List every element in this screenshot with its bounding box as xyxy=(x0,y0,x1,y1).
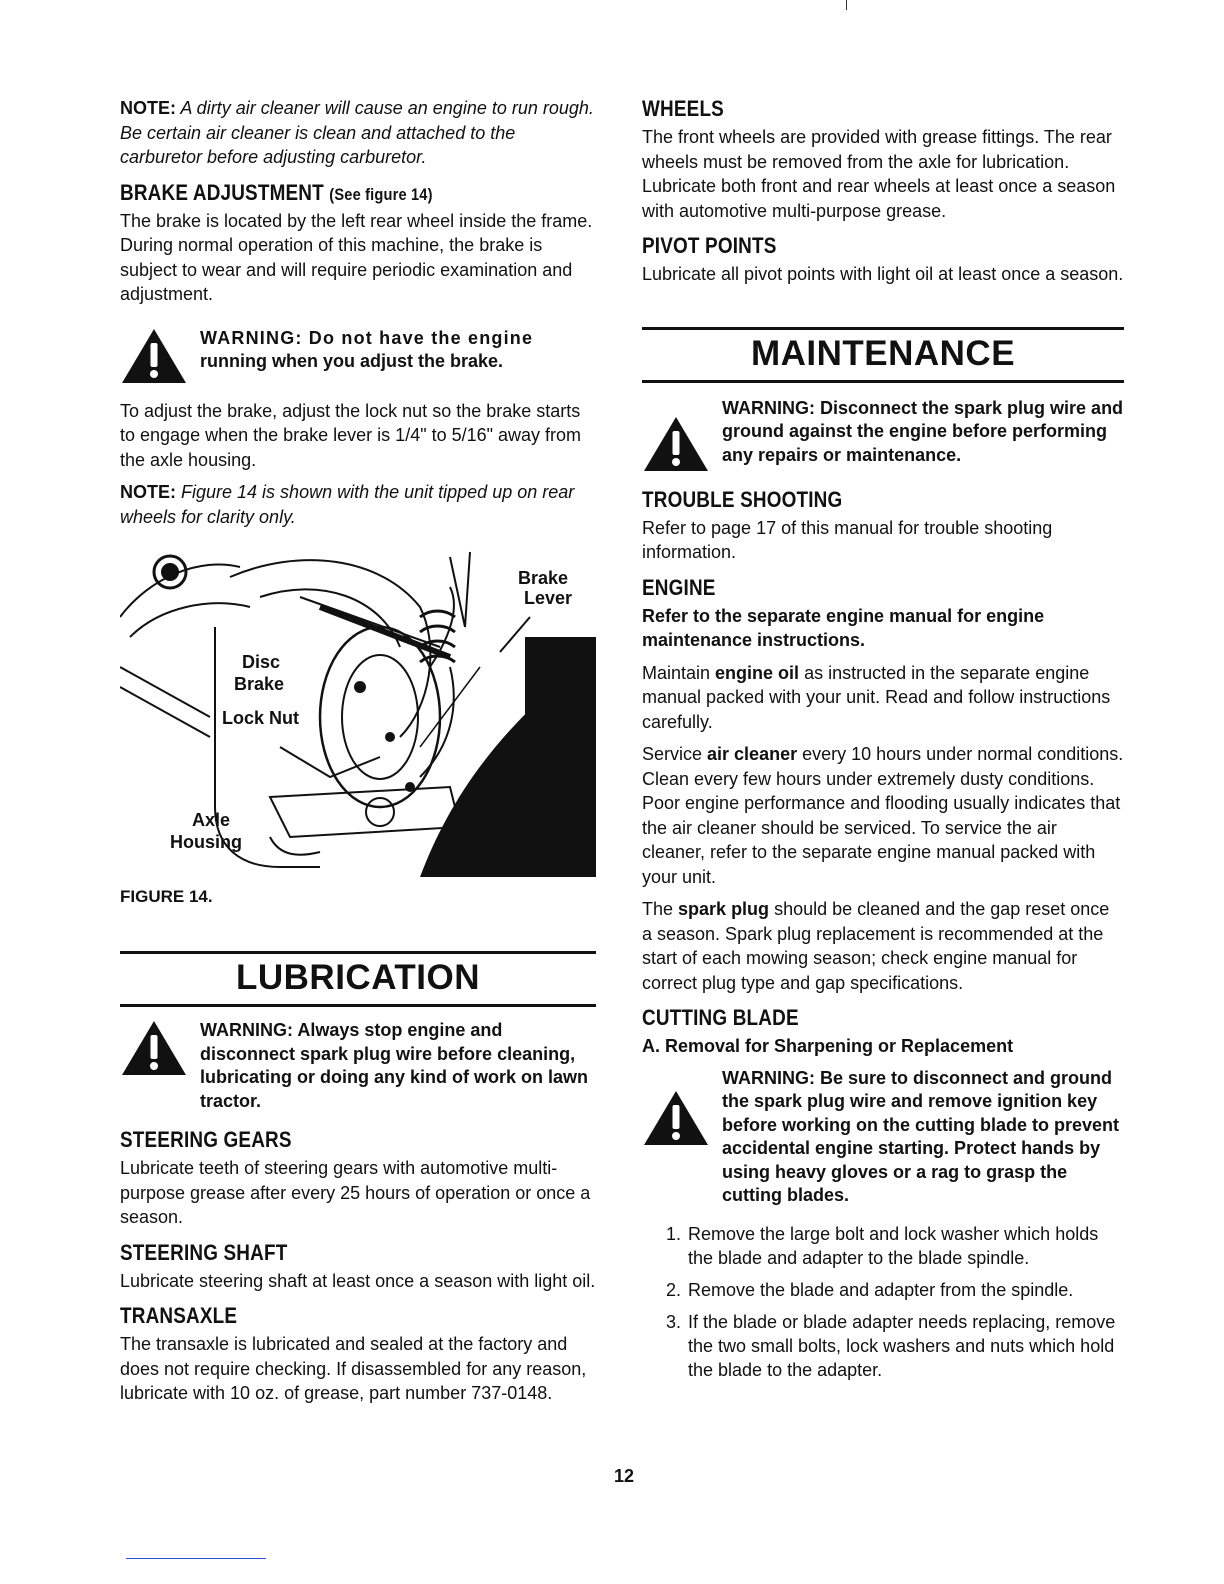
top-edge-mark xyxy=(846,0,847,10)
label-lever: Lever xyxy=(524,588,573,608)
warning-triangle-icon xyxy=(120,327,188,385)
list-item: 2. Remove the blade and adapter from the spindle. xyxy=(686,1278,1124,1302)
engine-bold-text: Refer to the separate engine manual for engine maintenance instructions. xyxy=(642,605,1045,650)
warning-brake-text: WARNING: Do not have the engine running when you adjust the brake. xyxy=(200,327,534,371)
label-lock-nut: Lock Nut xyxy=(222,708,300,728)
maintenance-title: MAINTENANCE xyxy=(750,333,1016,373)
note-air-cleaner xyxy=(120,96,596,170)
spark-plug-text: The spark plug should be cleaned and the gap reset once a season. Spark plug replacement is recommended at the start of each mowing season; check engine manual for correct plug type and gap specifications. xyxy=(642,899,1110,993)
label-axle: Axle xyxy=(192,810,231,830)
trouble-shooting-heading: TROUBLE SHOOTING xyxy=(642,486,843,512)
pivot-points-heading: PIVOT POINTS xyxy=(642,233,777,258)
label-housing: Housing xyxy=(170,832,242,852)
figure-14-illustration xyxy=(120,547,596,877)
engine-heading: ENGINE xyxy=(642,574,716,600)
warning-cutting-blade xyxy=(642,1067,1124,1208)
note-text: A dirty air cleaner will cause an engine to run rough. Be certain air cleaner is clean and attached to the carburetor before adjusting carburetor. xyxy=(120,98,594,167)
cutting-blade-heading: CUTTING BLADE xyxy=(642,1005,799,1030)
steering-gears-text: Lubricate teeth of steering gears with automotive multi-purpose grease after every 25 hours of operation or once a season. xyxy=(120,1158,591,1227)
wheels-heading: WHEELS xyxy=(642,96,724,121)
list-item: 3. If the blade or blade adapter needs replacing, remove the two small bolts, lock washers and nuts which hold the blade to the adapter. xyxy=(686,1310,1124,1382)
right-column xyxy=(642,96,1124,1390)
warning-lubrication-text: WARNING: Always stop engine and disconnect spark plug wire before cleaning, lubricating or doing any kind of work on lawn tractor. xyxy=(200,1020,589,1111)
warning-triangle-icon xyxy=(642,415,710,473)
list-item: 1. Remove the large bolt and lock washer which holds the blade and adapter to the blade spindle. xyxy=(686,1222,1124,1270)
steering-shaft-heading: STEERING SHAFT xyxy=(120,1239,288,1265)
engine-oil-text: Maintain engine oil as instructed in the separate engine manual packed with your unit. Read and follow instructions carefully. xyxy=(642,662,1111,732)
bottom-rule xyxy=(126,1558,266,1559)
brake-adjustment-heading: BRAKE ADJUSTMENT (See figure 14) xyxy=(120,179,433,205)
steering-shaft-text: Lubricate steering shaft at least once a season with light oil. xyxy=(120,1270,596,1291)
left-column xyxy=(120,96,596,1406)
note-figure xyxy=(120,480,596,529)
label-brake: Brake xyxy=(518,568,569,588)
air-cleaner-text: Service air cleaner every 10 hours under normal conditions. Clean every few hours under extremely dusty conditions. Poor engine performance and flooding usually indicates that the air cleaner should be serviced. To service the air cleaner, refer to the separate engine manual packed with your unit. xyxy=(642,744,1124,887)
divider xyxy=(642,380,1124,383)
warning-lubrication xyxy=(120,1019,596,1113)
warning-brake xyxy=(120,327,596,385)
warning-triangle-icon xyxy=(120,1019,188,1077)
note-label: NOTE: xyxy=(120,482,176,502)
brake-text: The brake is located by the left rear wheel inside the frame. During normal operation of this machine, the brake is subject to wear and will require periodic examination and adjustment. xyxy=(120,210,593,304)
steering-gears-heading: STEERING GEARS xyxy=(120,1127,292,1152)
warning-maintenance-text: WARNING: Disconnect the spark plug wire and ground against the engine before performing any repairs or maintenance. xyxy=(722,397,1124,465)
label-disc: Disc xyxy=(242,652,281,672)
adjust-text: To adjust the brake, adjust the lock nut so the brake starts to engage when the brake lever is 1/4" to 5/16" away from the axle housing. xyxy=(120,400,582,470)
warning-triangle-icon xyxy=(642,1089,710,1147)
warning-cutting-blade-text: WARNING: Be sure to disconnect and ground the spark plug wire and remove ignition key before working on the cutting blade to prevent accidental engine starting. Protect hands by using heavy gloves or a rag to grasp the cutting blades. xyxy=(722,1067,1120,1205)
label-disc-brake: Brake xyxy=(234,674,285,694)
note-text: Figure 14 is shown with the unit tipped up on rear wheels for clarity only. xyxy=(120,482,575,527)
figure-caption: FIGURE 14. xyxy=(120,887,213,906)
warning-maintenance xyxy=(642,397,1124,473)
page-number: 12 xyxy=(613,1466,635,1486)
note-label: NOTE: xyxy=(120,98,176,118)
brake-heading-sub: (See figure 14) xyxy=(329,184,433,204)
pivot-points-text: Lubricate all pivot points with light oil at least once a season. xyxy=(642,264,1124,284)
trouble-shooting-text: Refer to page 17 of this manual for trouble shooting information. xyxy=(642,517,1053,562)
transaxle-text: The transaxle is lubricated and sealed at the factory and does not require checking. If disassembled for any reason, lubricate with 10 oz. of grease, part number 737-0148. xyxy=(120,1334,587,1403)
lubrication-title: LUBRICATION xyxy=(236,958,480,997)
wheels-text: The front wheels are provided with grease fittings. The rear wheels must be removed from the axle for lubrication. Lubricate both front and rear wheels at least once a season with automotive multi-purpose grease. xyxy=(642,127,1116,221)
divider xyxy=(120,1004,596,1007)
cutting-blade-subheading: A. Removal for Sharpening or Replacement xyxy=(642,1036,1014,1056)
blade-removal-steps xyxy=(642,1222,1124,1382)
transaxle-heading: TRANSAXLE xyxy=(120,1303,238,1328)
